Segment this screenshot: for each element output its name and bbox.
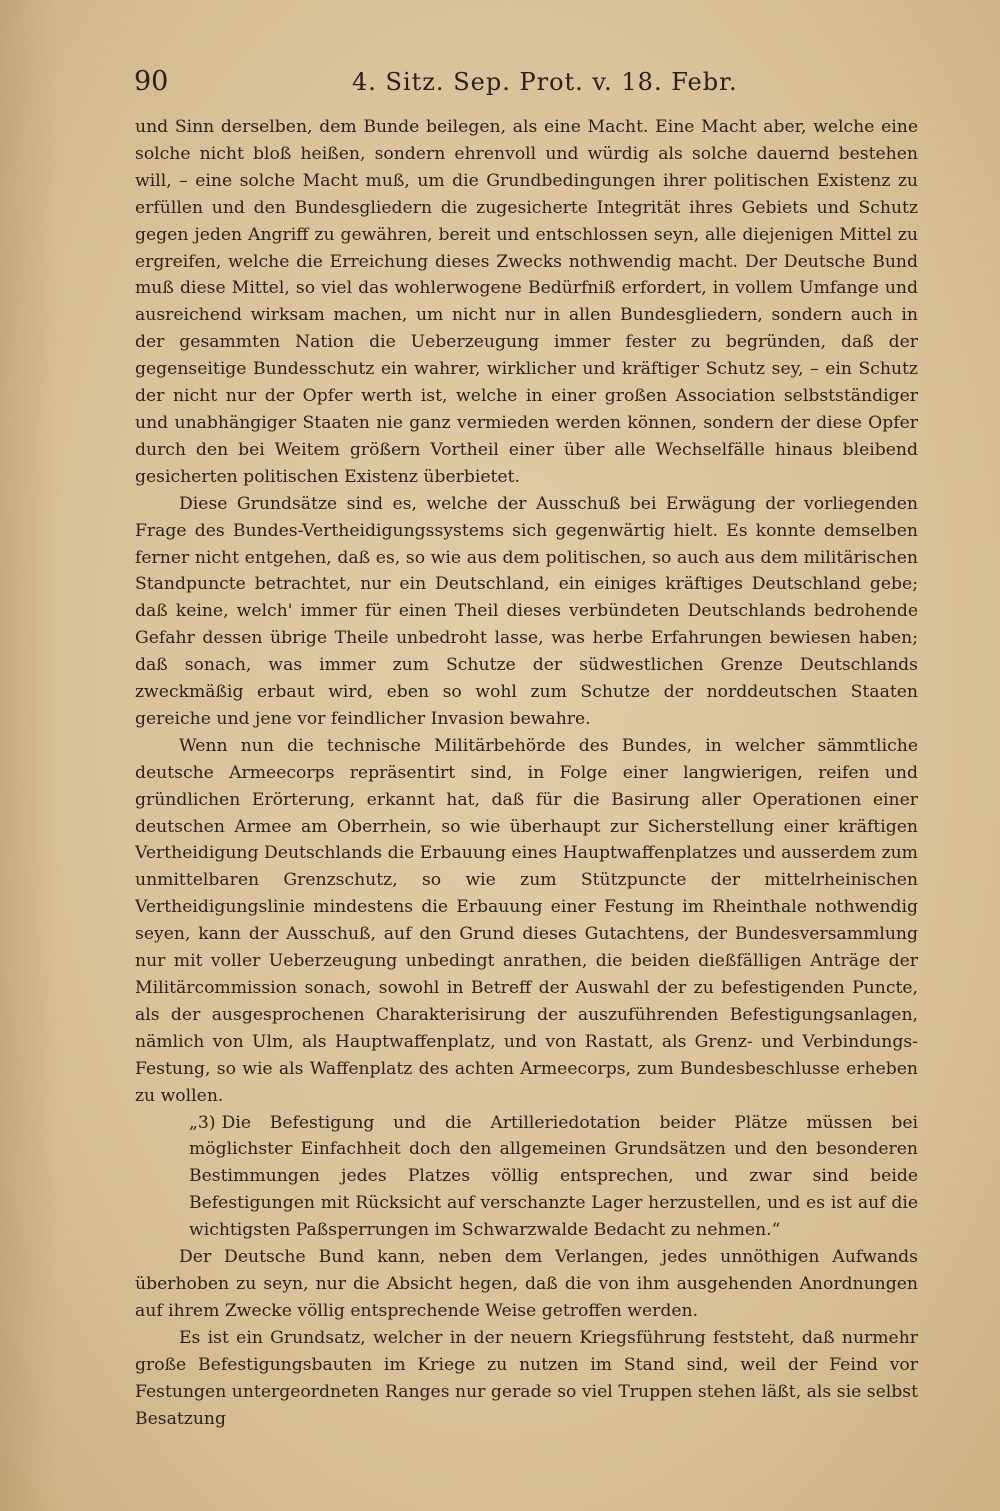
page-number: 90 [134,66,169,97]
paragraph: Es ist ein Grundsatz, welcher in der neuern Kriegsführung feststeht, daß nurmehr große Befestigungsbauten im Kriege zu nutzen im Stand sind, weil der Feind vor Festungen untergeordneten Ranges nur gerade so viel Truppen stehen läßt, als sie selbst Besatzung [135,1327,918,1429]
paragraph: Wenn nun die technische Militärbehörde des Bundes, in welcher sämmtliche deutsche Armeecorps repräsentirt sind, in Folge einer langwierigen, reifen und gründlichen Erörterung, erkannt hat, daß für die Basirung aller Operationen einer deutschen Armee am Oberrhein, so wie überhaupt zur Sicherstellung einer kräftigen Vertheidigung Deutschlands die Erbauung eines Hauptwaffenplatzes und ausserdem zum unmittelbaren Grenzschutz, so wie zum Stützpuncte der mittelrheinischen Vertheidigungslinie mindestens die Erbauung einer Festung im Rheinthale nothwendig seyen, kann der Ausschuß, auf den Grund dieses Gutachtens, der Bundesversammlung nur mit voller Ueberzeugung unbedingt anrathen, die beiden dießfälligen Anträge der Militärcommission sonach, sowohl in Betreff der Auswahl der zu befestigenden Puncte, als der ausgesprochenen Charakterisirung der auszuführenden Befestigungsanlagen, nämlich von Ulm, als Hauptwaffenplatz, und von Rastatt, als Grenz- und Verbindungs-Festung, so wie als Waffenplatz des achten Armeecorps, zum Bundesbeschlusse erheben zu wollen. [135,735,918,1106]
paragraph-continuation: und Sinn derselben, dem Bunde beilegen, als eine Macht. Eine Macht aber, welche eine solche nicht bloß heißen, sondern ehrenvoll und würdig als solche dauernd bestehen will, – eine solche Macht muß, um die Grundbedingungen ihrer politischen Existenz zu erfüllen und den Bundesgliedern die zugesicherte Integrität ihres Gebiets und Schutz gegen jeden Angriff zu gewähren, bereit und entschlossen seyn, alle diejenigen Mittel zu ergreifen, welche die Erreichung dieses Zwecks nothwendig macht. Der Deutsche Bund muß diese Mittel, so viel das wohlerwogene Bedürfniß erfordert, in vollem Umfange und ausreichend wirksam machen, um nicht nur in allen Bundesgliedern, sondern auch in der gesammten Nation die Ueberzeugung immer fester zu begründen, daß der gegenseitige Bundesschutz ein wahrer, wirklicher und kräftiger Schutz sey, – ein Schutz der nicht nur der Opfer werth ist, welche in einer großen Association selbstständiger und unabhängiger Staaten nie ganz vermieden werden können, sondern der diese Opfer durch den bei Weitem größern Vortheil einer über alle Wechselfälle hinaus bleibend gesicherten politischen Existenz überbietet. [135,117,918,487]
body-text [135,114,918,1432]
page-header [134,66,924,106]
page-edge-shadow [0,0,60,1511]
article-text: Die Befestigung und die Artilleriedotation beider Plätze müssen bei möglichster Einfachheit doch den allgemeinen Grundsätzen und den besonderen Bestimmungen jedes Platzes völlig entsprechen, und zwar sind beide Befestigungen mit Rücksicht auf verschanzte Lager herzustellen, und es ist auf die wichtigsten Paßsperrungen im Schwarzwalde Bedacht zu nehmen.“ [189,1112,918,1241]
article-number: „3) [189,1112,216,1133]
running-head: 4. Sitz. Sep. Prot. v. 18. Febr. [352,68,738,96]
paragraph: Der Deutsche Bund kann, neben dem Verlangen, jedes unnöthigen Aufwands überhoben zu seyn, nur die Absicht hegen, daß die von ihm ausgehenden Anordnungen auf ihrem Zwecke völlig entsprechende Weise getroffen werden. [135,1247,918,1321]
quoted-article [189,1110,918,1245]
paragraph: Diese Grundsätze sind es, welche der Ausschuß bei Erwägung der vorliegenden Frage des Bundes-Vertheidigungssystems sich gegenwärtig hielt. Es konnte demselben ferner nicht entgehen, daß es, so wie aus dem politischen, so auch aus dem militärischen Standpuncte betrachtet, nur ein Deutschland, ein einiges kräftiges Deutschland gebe; daß keine, welch' immer für einen Theil dieses verbündeten Deutschlands bedrohende Gefahr dessen übrige Theile unbedroht lasse, was herbe Erfahrungen bewiesen haben; daß sonach, was immer zum Schutze der südwestlichen Grenze Deutschlands zweckmäßig erbaut wird, eben so wohl zum Schutze der norddeutschen Staaten gereiche und jene vor feindlicher Invasion bewahre. [135,493,918,729]
